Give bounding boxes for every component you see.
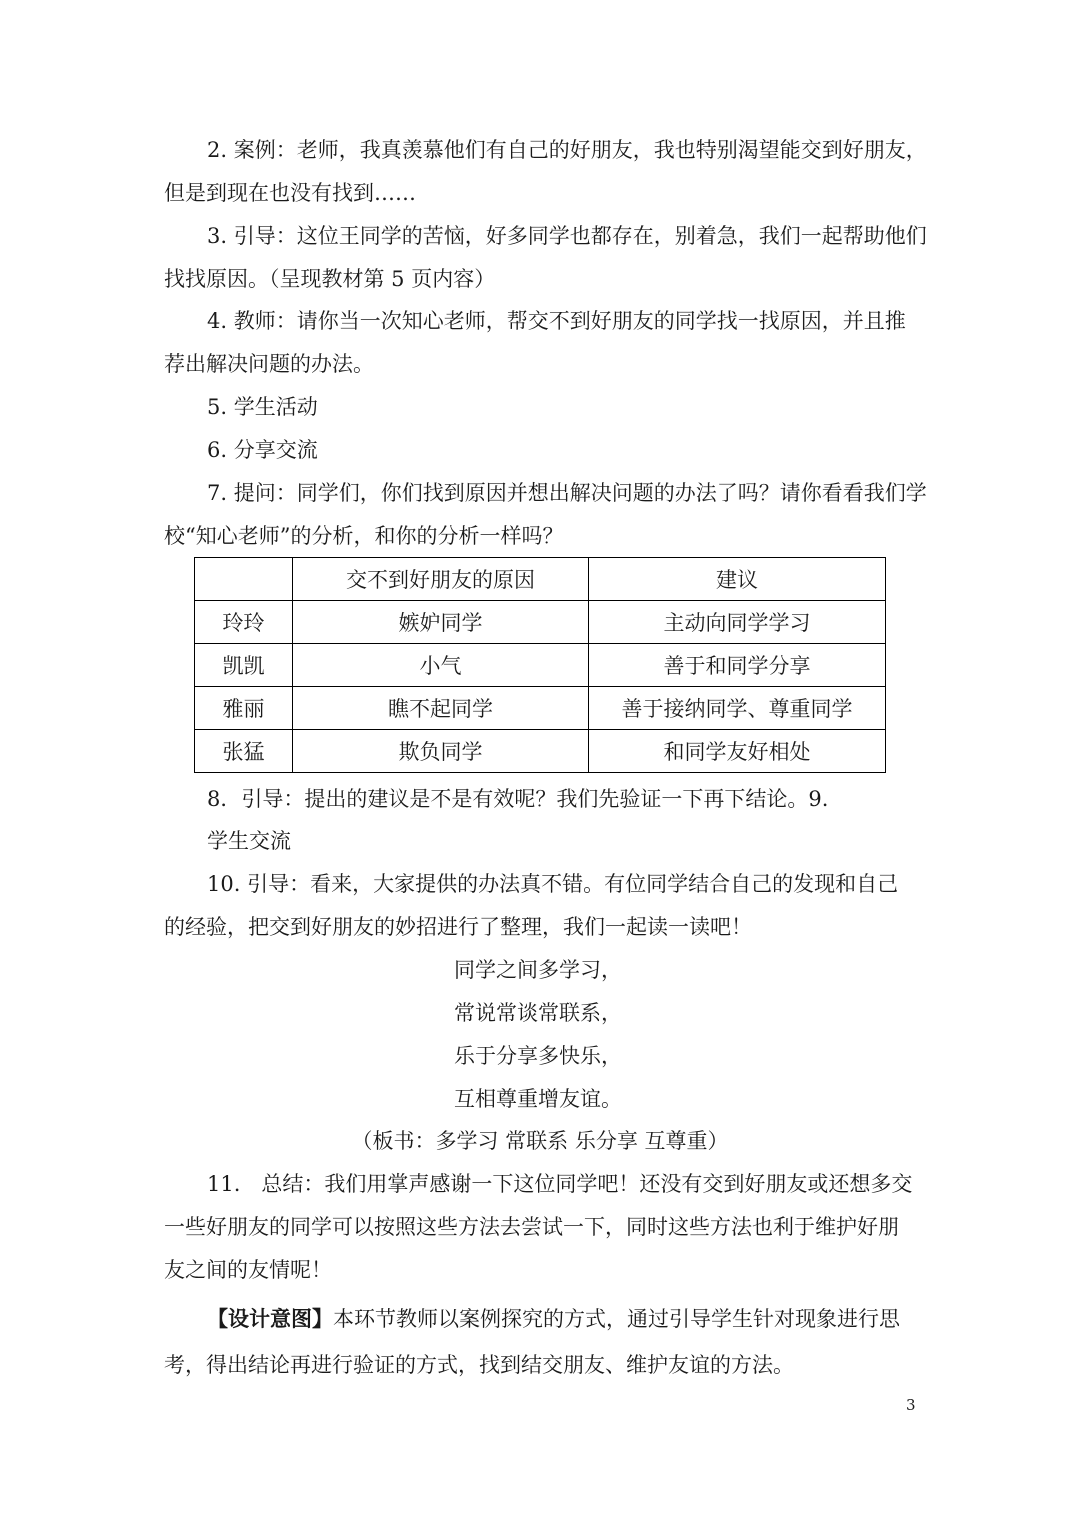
paragraph-4-line-2: 荐出解决问题的办法。 — [164, 352, 374, 376]
paragraph-5: 5. 学生活动 — [207, 395, 318, 419]
table-row — [195, 644, 886, 687]
table-row — [195, 730, 886, 773]
poem-line: 同学之间多学习， — [454, 958, 622, 982]
table-cell-reason: 小气 — [293, 644, 589, 687]
table-cell-suggestion: 善于和同学分享 — [589, 644, 886, 687]
design-intent-line-1 — [207, 1297, 900, 1341]
page-number: 3 — [906, 1396, 916, 1414]
paragraph-11-line-2: 一些好朋友的同学可以按照这些方法去尝试一下，同时这些方法也利于维护好朋 — [164, 1215, 899, 1239]
table-cell-name: 玲玲 — [195, 601, 293, 644]
table-row — [195, 687, 886, 730]
poem-line: 常说常谈常联系， — [454, 1001, 622, 1025]
table-cell-name: 雅丽 — [195, 687, 293, 730]
paragraph-2-line-2: 但是到现在也没有找到…… — [164, 181, 416, 205]
design-intent-line-2: 考，得出结论再进行验证的方式，找到结交朋友、维护友谊的方法。 — [164, 1353, 794, 1377]
paragraph-7-line-2: 校“知心老师”的分析，和你的分析一样吗？ — [164, 524, 564, 548]
table-cell-reason: 瞧不起同学 — [293, 687, 589, 730]
paragraph-2-line-1: 2. 案例：老师，我真羡慕他们有自己的好朋友，我也特别渴望能交到好朋友， — [207, 138, 927, 162]
table-header-cell — [195, 558, 293, 601]
table-header-row — [195, 558, 886, 601]
table-header-cell: 建议 — [589, 558, 886, 601]
board-summary: （板书：多学习 常联系 乐分享 互尊重） — [351, 1129, 729, 1153]
poem-line: 互相尊重增友谊。 — [454, 1087, 622, 1111]
paragraph-11-line-3: 友之间的友情呢！ — [164, 1258, 332, 1282]
design-intent-label: 【设计意图】 — [207, 1306, 333, 1331]
friends-analysis-table — [194, 557, 886, 773]
paragraph-8-line-1: 8．引导：提出的建议是不是有效呢？我们先验证一下再下结论。9. — [207, 787, 829, 811]
paragraph-10-line-1: 10. 引导：看来，大家提供的办法真不错。有位同学结合自己的发现和自己 — [207, 872, 899, 896]
paragraph-7-line-1: 7. 提问：同学们，你们找到原因并想出解决问题的办法了吗？请你看看我们学 — [207, 481, 927, 505]
paragraph-3-line-1: 3. 引导：这位王同学的苦恼，好多同学也都存在，别着急，我们一起帮助他们 — [207, 224, 927, 248]
table-header-cell: 交不到好朋友的原因 — [293, 558, 589, 601]
paragraph-6: 6. 分享交流 — [207, 438, 318, 462]
table-cell-name: 张猛 — [195, 730, 293, 773]
poem-line: 乐于分享多快乐， — [454, 1044, 622, 1068]
design-intent-text: 本环节教师以案例探究的方式，通过引导学生针对现象进行思 — [333, 1307, 900, 1331]
paragraph-10-line-2: 的经验，把交到好朋友的妙招进行了整理，我们一起读一读吧！ — [164, 915, 752, 939]
table-cell-reason: 嫉妒同学 — [293, 601, 589, 644]
table-cell-suggestion: 善于接纳同学、尊重同学 — [589, 687, 886, 730]
paragraph-11-line-1: 11. 总结：我们用掌声感谢一下这位同学吧！还没有交到好朋友或还想多交 — [207, 1172, 913, 1196]
table-cell-suggestion: 主动向同学学习 — [589, 601, 886, 644]
paragraph-8-line-2: 学生交流 — [207, 829, 291, 853]
paragraph-3-line-2: 找找原因。（呈现教材第 5 页内容） — [164, 267, 496, 291]
paragraph-4-line-1: 4. 教师：请你当一次知心老师，帮交不到好朋友的同学找一找原因，并且推 — [207, 309, 906, 333]
table-cell-name: 凯凯 — [195, 644, 293, 687]
table-row — [195, 601, 886, 644]
table-cell-suggestion: 和同学友好相处 — [589, 730, 886, 773]
table-cell-reason: 欺负同学 — [293, 730, 589, 773]
